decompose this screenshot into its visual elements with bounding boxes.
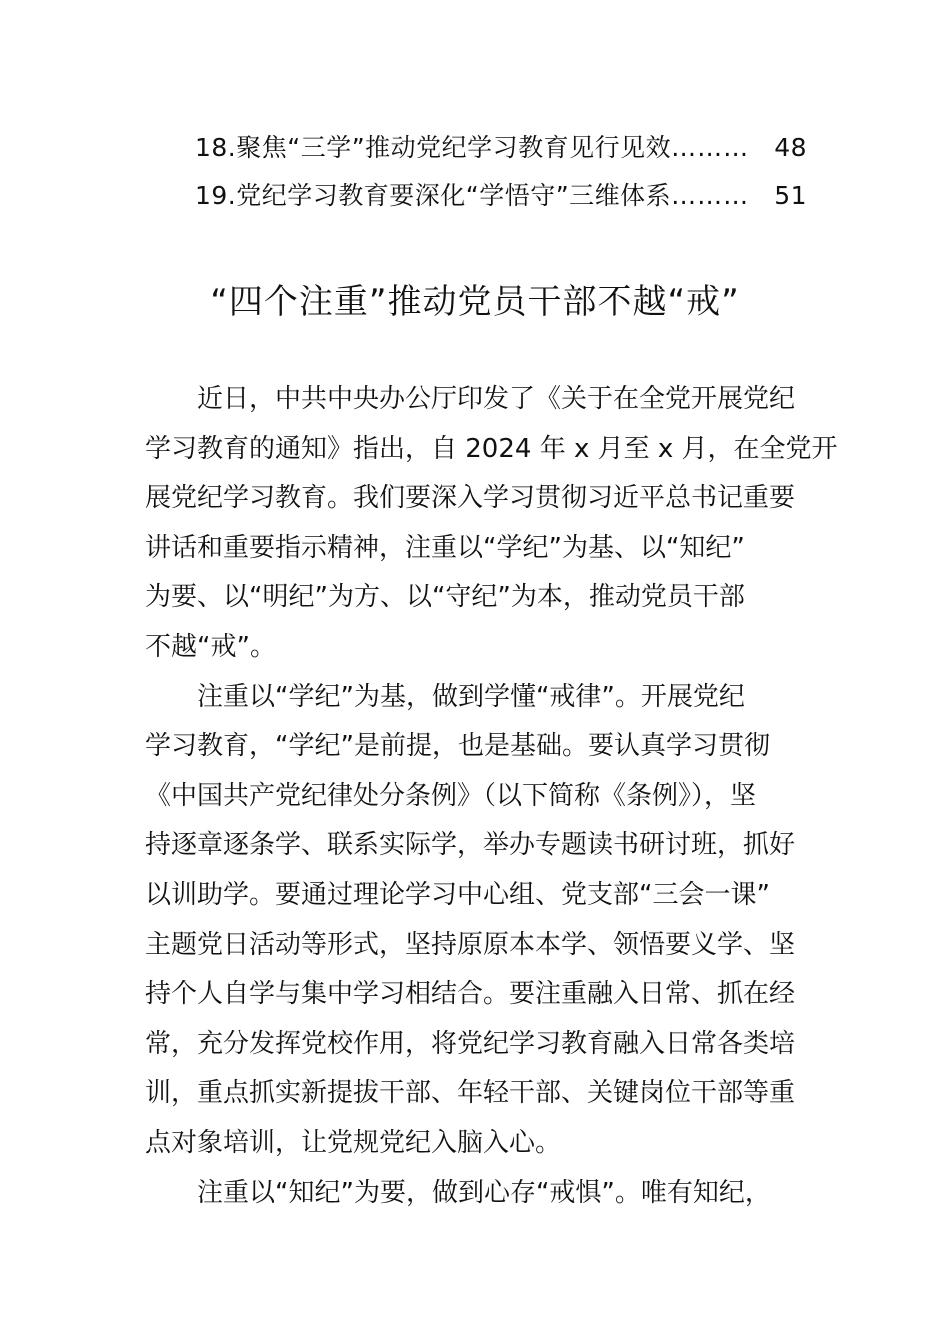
toc-entry-title: 19.党纪学习教育要深化“学悟守”三维体系 (195, 181, 672, 210)
text-line: 学习教育，“学纪”是前提，也是基础。要认真学习贯彻 (145, 731, 770, 762)
article-body (145, 375, 838, 1218)
paragraph (145, 673, 809, 1169)
text-line: 持个人自学与集中学习相结合。要注重融入日常、抓在经 (145, 979, 796, 1010)
text-line: 以训助学。要通过理论学习中心组、党支部“三会一课” (145, 879, 770, 910)
toc-entry-page: 51 (774, 181, 807, 210)
text-line: 不越“戒”。 (145, 631, 276, 662)
paragraph (145, 1169, 809, 1219)
text-line: 训，重点抓实新提拔干部、年轻干部、关键岗位干部等重 (145, 1078, 796, 1109)
toc-entry[interactable] (195, 128, 807, 176)
text-line: 注重以“知纪”为要，做到心存“戒惧”。唯有知纪， (197, 1177, 771, 1208)
text-line: 展党纪学习教育。我们要深入学习贯彻习近平总书记重要 (145, 483, 796, 514)
text-line: 为要、以“明纪”为方、以“守纪”为本，推动党员干部 (145, 582, 745, 613)
toc-entry[interactable] (195, 176, 807, 224)
toc-entry-title: 18.聚焦“三学”推动党纪学习教育见行见效 (195, 133, 672, 162)
toc-entry-page: 48 (774, 133, 807, 162)
text-line: 持逐章逐条学、联系实际学，举办专题读书研讨班，抓好 (145, 830, 796, 861)
text-line: 讲话和重要指示精神，注重以“学纪”为基、以“知纪” (145, 532, 745, 563)
article-title: “四个注重”推动党员干部不越“戒” (210, 282, 740, 322)
text-line: 近日，中共中央办公厅印发了《关于在全党开展党纪 (197, 384, 796, 414)
text-line: 主题党日活动等形式，坚持原原本本学、领悟要义学、坚 (145, 929, 796, 960)
text-line: 注重以“学纪”为基，做到学懂“戒律”。开展党纪 (197, 681, 745, 712)
table-of-contents (195, 128, 807, 224)
text-line: 常，充分发挥党校作用，将党纪学习教育融入日常各类培 (145, 1028, 796, 1059)
text-line: 点对象培训，让党规党纪入脑入心。 (145, 1127, 562, 1158)
toc-entry-leader: ……… (671, 133, 750, 162)
text-line: 《中国共产党纪律处分条例》（以下简称《条例》），坚 (145, 780, 757, 811)
paragraph (145, 375, 838, 673)
text-line: 学习教育的通知》指出，自 2024 年 x 月至 x 月，在全党开 (145, 433, 838, 464)
toc-entry-leader: ……… (671, 181, 750, 210)
